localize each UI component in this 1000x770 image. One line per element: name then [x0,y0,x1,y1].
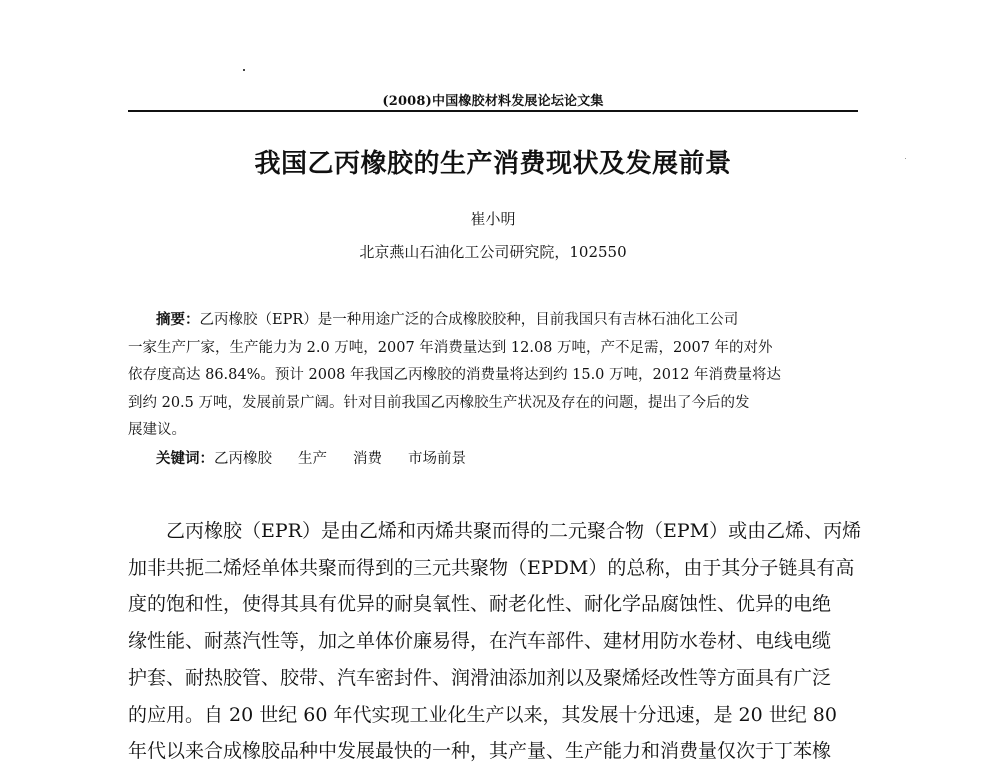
author-name: 崔小明 [470,210,516,228]
keywords-label: 关键词： [156,450,214,467]
keyword: 消费 [353,451,382,467]
keyword: 乙丙橡胶 [214,451,272,467]
body-line: 度的饱和性，使得其具有优异的耐臭氧性、耐老化性、耐化学品腐蚀性、优异的电绝 [128,593,832,616]
body-line: 年代以来合成橡胶品种中发展最快的一种，其产量、生产能力和消费量仅次于丁苯橡 [128,740,832,763]
body-line: 乙丙橡胶（EPR）是由乙烯和丙烯共聚而得的二元聚合物（EPM）或由乙烯、丙烯 [166,520,862,542]
header-rule [128,110,858,112]
keyword: 市场前景 [408,451,466,467]
abstract-line: 依存度高达 86.84%。预计 2008 年我国乙丙橡胶的消费量将达到约 15.0 万吨，2012 年消费量将达 [128,367,782,383]
keyword: 生产 [298,451,327,467]
abstract-text: 乙丙橡胶（EPR）是一种用途广泛的合成橡胶胶种，目前我国只有吉林石油化工公司 [199,312,739,328]
abstract [128,306,858,445]
abstract-line: 展建议。 [128,422,186,438]
abstract-label: 摘要： [156,311,200,328]
abstract-line: 一家生产厂家，生产能力为 2.0 万吨，2007 年消费量达到 12.08 万吨，产不足需，2007 年的对外 [128,339,773,356]
body-line: 的应用。自 20 世纪 60 年代实现工业化生产以来，其发展十分迅速，是 20 世纪 80 [128,703,837,726]
body-paragraph [128,513,862,770]
body-line: 护套、耐热胶管、胶带、汽车密封件、润滑油添加剂以及聚烯烃改性等方面具有广泛 [128,666,832,689]
body-line: 缘性能、耐蒸汽性等，加之单体价廉易得，在汽车部件、建材用防水卷材、电线电缆 [128,630,832,653]
abstract-line: 到约 20.5 万吨，发展前景广阔。针对目前我国乙丙橡胶生产状况及存在的问题，提出了今后的发 [128,394,750,411]
abstract-line [128,306,858,335]
running-header: (2008)中国橡胶材料发展论坛论文集 [382,94,604,109]
scan-speck [905,158,906,159]
keywords [156,447,856,468]
author-affiliation: 北京燕山石油化工公司研究院，102550 [359,243,627,261]
body-line: 加非共扼二烯烃单体共聚而得到的三元共聚物（EPDM）的总称，由于其分子链具有高 [128,556,855,579]
paper-title: 我国乙丙橡胶的生产消费现状及发展前景 [254,149,732,179]
scan-speck [243,69,245,71]
